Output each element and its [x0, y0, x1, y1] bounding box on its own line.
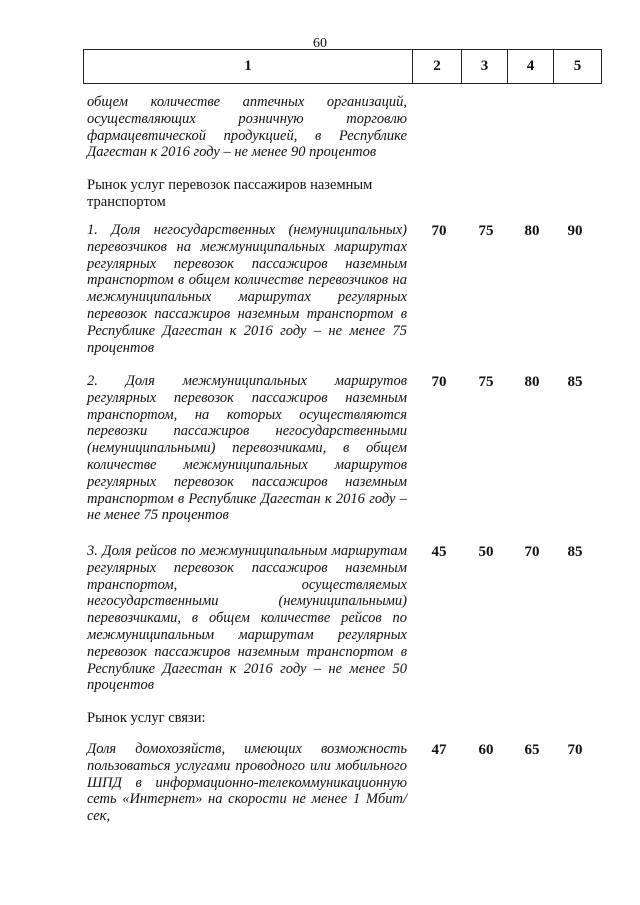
header-col-2: 2 — [413, 50, 462, 84]
continuation-text: общем количестве аптечных организаций, осуществляющих розничную торговлю фармацевтической продукцией, в Республике Дагестан к 2016 году – не менее 90 процентов — [87, 94, 407, 161]
value-2018: 80 — [524, 374, 540, 390]
header-col-3: 3 — [462, 50, 508, 84]
value-2016: 70 — [431, 374, 447, 390]
indicator-text-1: 1. Доля негосударственных (немуниципальных) перевозчиков на межмуниципальных маршрутах регулярных перевозок пассажиров наземным транспортом в общем количестве перевозчиков на межмуниципальных маршрутах регулярных перевозок пассажиров наземным транспортом в Республике Дагестан к 2016 году – не менее 75 процентов — [87, 222, 407, 356]
value-2018: 80 — [524, 223, 540, 239]
value-2017: 75 — [478, 374, 494, 390]
value-2019: 70 — [567, 742, 583, 758]
header-row — [84, 50, 602, 84]
page-number: 60 — [313, 36, 327, 51]
section-title-communications: Рынок услуг связи: — [87, 710, 206, 726]
value-2016: 45 — [431, 544, 447, 560]
value-2019: 90 — [567, 223, 583, 239]
indicator-text-4: Доля домохозяйств, имеющих возможность пользоваться услугами проводного или мобильного ШПД в информационно-телекоммуникационную сеть «Интернет» на скорости не менее 1 Мбит/сек, — [87, 741, 407, 825]
header-col-1: 1 — [84, 50, 413, 84]
value-2017: 50 — [478, 544, 494, 560]
value-2017: 75 — [478, 223, 494, 239]
section-title-transport: Рынок услуг перевозок пассажиров наземным транспортом — [87, 177, 373, 210]
value-2016: 47 — [431, 742, 447, 758]
value-2018: 70 — [524, 544, 540, 560]
header-col-5: 5 — [554, 50, 602, 84]
value-2016: 70 — [431, 223, 447, 239]
indicator-text-2: 2. Доля межмуниципальных маршрутов регулярных перевозок пассажиров наземным транспортом, на которых осуществляются перевозки пассажиров негосударственными (немуниципальными) перевозчиками, в общем количестве межмуниципальных маршрутов регулярных перевозок пассажиров наземным транспортом в Республике Дагестан к 2016 году – не менее 75 процентов — [87, 373, 407, 524]
table-header — [83, 49, 602, 84]
value-2018: 65 — [524, 742, 540, 758]
header-col-4: 4 — [508, 50, 554, 84]
value-2019: 85 — [567, 544, 583, 560]
indicator-text-3: 3. Доля рейсов по межмуниципальным маршрутам регулярных перевозок пассажиров наземным транспортом, осуществляемых негосударственными (немуниципальными) перевозчиками, в общем количестве рейсов по межмуниципальным маршрутам регулярных перевозок пассажиров наземным транспортом в Республике Дагестан к 2016 году – не менее 50 процентов — [87, 543, 407, 694]
value-2017: 60 — [478, 742, 494, 758]
value-2019: 85 — [567, 374, 583, 390]
